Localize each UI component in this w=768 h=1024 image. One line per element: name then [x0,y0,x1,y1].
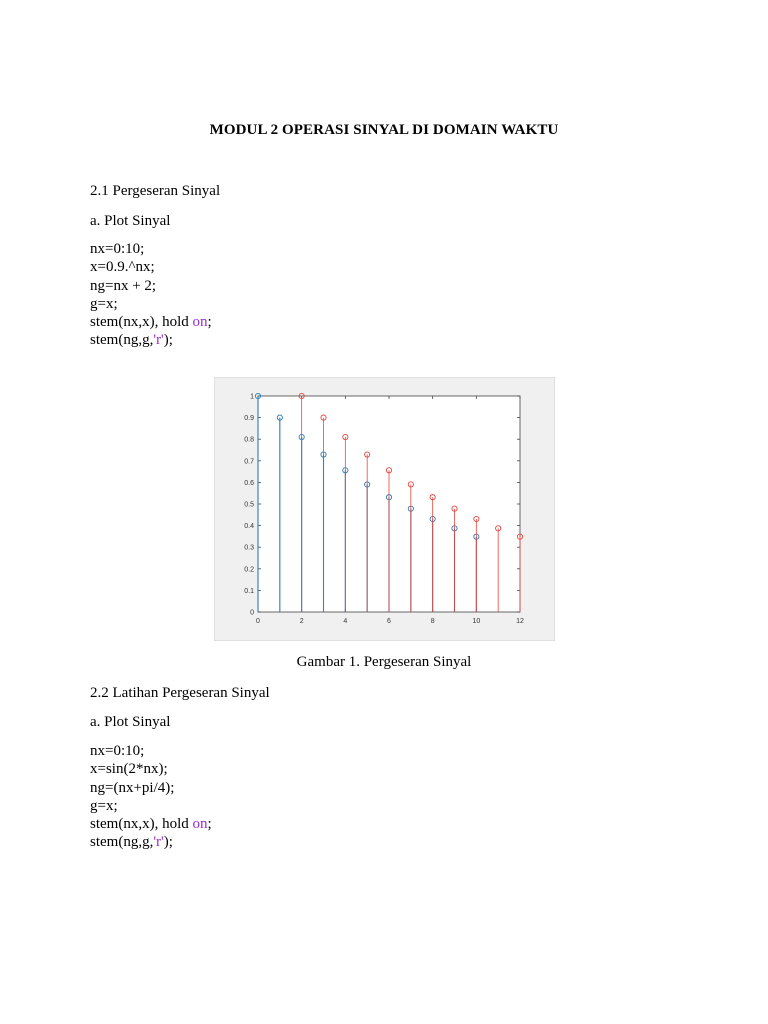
stem-chart [214,377,555,641]
y-tick-label: 0.4 [244,523,254,531]
y-tick-label: 0.3 [244,544,254,552]
code-text: stem(nx,x), hold [90,314,193,331]
code-line [90,277,212,295]
code-line [90,258,212,276]
code-text: g=x; [90,797,118,814]
code-text: x=0.9.^nx; [90,259,155,276]
code-line [90,240,212,258]
code-keyword: on [192,314,208,331]
code-tail: ); [163,834,173,851]
code-text: x=sin(2*nx); [90,761,168,778]
x-tick-label: 0 [256,618,260,625]
code-keyword: 'r' [153,834,164,851]
code-text: stem(nx,x), hold [90,816,193,833]
code-line [90,815,212,833]
code-text: nx=0:10; [90,241,145,257]
x-tick-label: 2 [299,618,304,625]
figure-caption: Gambar 1. Pergeseran Sinyal [296,654,472,670]
y-tick-label: 1 [250,393,254,401]
code-keyword: 'r' [153,332,164,349]
code-text: stem(ng,g, [90,834,154,851]
y-tick-label: 0.1 [244,587,254,595]
section-1-subheading: a. Plot Sinyal [90,213,171,229]
section-2-heading: 2.2 Latihan Pergeseran Sinyal [90,685,270,701]
x-tick-label: 12 [516,618,524,625]
code-text: nx=0:10; [90,743,145,759]
x-tick-label: 6 [387,618,391,625]
x-tick-label: 8 [430,618,435,625]
code-tail: ; [207,314,212,331]
page-title: MODUL 2 OPERASI SINYAL DI DOMAIN WAKTU [209,122,559,138]
y-tick-label: 0.8 [244,436,254,444]
code-keyword: on [192,816,208,833]
section-1-code [90,240,212,350]
code-line [90,313,212,331]
code-line [90,295,212,313]
figure-1 [214,377,555,641]
code-line [90,760,212,778]
code-tail: ); [163,332,173,349]
code-tail: ; [207,816,212,833]
y-tick-label: 0.5 [244,501,254,509]
y-tick-label: 0.6 [244,479,254,487]
code-line [90,779,212,797]
y-tick-label: 0.2 [244,566,254,574]
section-2-subheading: a. Plot Sinyal [90,714,171,730]
y-tick-label: 0 [250,609,254,617]
x-tick-label: 10 [472,618,481,625]
code-text: ng=nx + 2; [90,277,157,294]
code-line [90,833,212,851]
code-text: ng=(nx+pi/4); [90,779,175,796]
y-tick-label: 0.7 [244,458,254,466]
section-2-code [90,742,212,852]
y-tick-label: 0.9 [244,415,254,423]
code-line [90,331,212,349]
section-1-heading: 2.1 Pergeseran Sinyal [90,183,221,199]
code-text: stem(ng,g, [90,332,154,349]
code-line [90,797,212,815]
x-tick-label: 4 [343,618,348,625]
code-line [90,742,212,760]
code-text: g=x; [90,295,118,312]
